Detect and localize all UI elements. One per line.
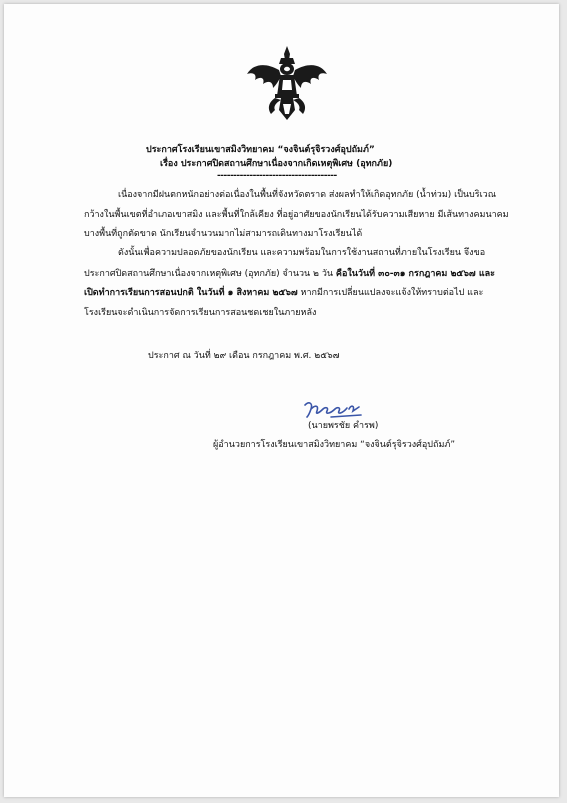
- signature-image: [301, 399, 373, 421]
- signer-name: (นายพรชัย คำรพ): [308, 421, 379, 431]
- paragraph-2-line-1: ดังนั้นเพื่อความปลอดภัยของนักเรียน และความพร้อมในการใช้งานสถานที่ภายในโรงเรียน จึงขอ: [118, 248, 486, 258]
- paragraph-1-line-2: กว้างในพื้นเขตที่อำเภอเขาสมิง และพื้นที่ใกล้เคียง ที่อยู่อาศัยของนักเรียนได้รับความเสียหาย มีเส้นทางคมนาคม: [84, 210, 509, 220]
- garuda-emblem-icon: [245, 44, 329, 122]
- announce-date: ประกาศ ณ วันที่ ๒๙ เดือน กรกฎาคม พ.ศ. ๒๕๖๗: [148, 351, 340, 361]
- document-title: ประกาศโรงเรียนเขาสมิงวิทยาคม “จงจินต์รุจิรวงศ์อุปถัมภ์”: [146, 145, 375, 155]
- document-page: [4, 4, 559, 797]
- document-subject: เรื่อง ประกาศปิดสถานศึกษาเนื่องจากเกิดเหตุพิเศษ (อุทกภัย): [160, 159, 393, 169]
- signer-position: ผู้อำนวยการโรงเรียนเขาสมิงวิทยาคม “จงจินต์รุจิรวงศ์อุปถัมภ์”: [213, 440, 455, 450]
- paragraph-1-line-1: เนื่องจากมีฝนตกหนักอย่างต่อเนื่องในพื้นที่จังหวัดตราด ส่งผลทำให้เกิดอุทกภัย (น้ำท่วม) เป็นบริเวณ: [118, 190, 497, 200]
- paragraph-1-line-3: บางพื้นที่ถูกตัดขาด นักเรียนจำนวนมากไม่สามารถเดินทางมาโรงเรียนได้: [84, 229, 363, 239]
- reopen-date: เปิดทำการเรียนการสอนปกติ ในวันที่ ๑ สิงหาคม ๒๕๖๗: [84, 288, 298, 298]
- closure-dates: คือในวันที่ ๓๐-๓๑ กรกฎาคม ๒๕๖๗ และ: [335, 269, 495, 279]
- title-divider: -------------------------------------: [217, 171, 337, 181]
- closure-text: ประกาศปิดสถานศึกษาเนื่องจากเหตุพิเศษ (อุทกภัย) จำนวน ๒ วัน: [84, 269, 336, 279]
- paragraph-2-line-2: [84, 268, 495, 280]
- paragraph-2-line-3: [84, 287, 483, 299]
- change-notice: หากมีการเปลี่ยนแปลงจะแจ้งให้ทราบต่อไป และ: [297, 288, 484, 298]
- paragraph-2-line-4: โรงเรียนจะดำเนินการจัดการเรียนการสอนชดเชยในภายหลัง: [84, 308, 317, 318]
